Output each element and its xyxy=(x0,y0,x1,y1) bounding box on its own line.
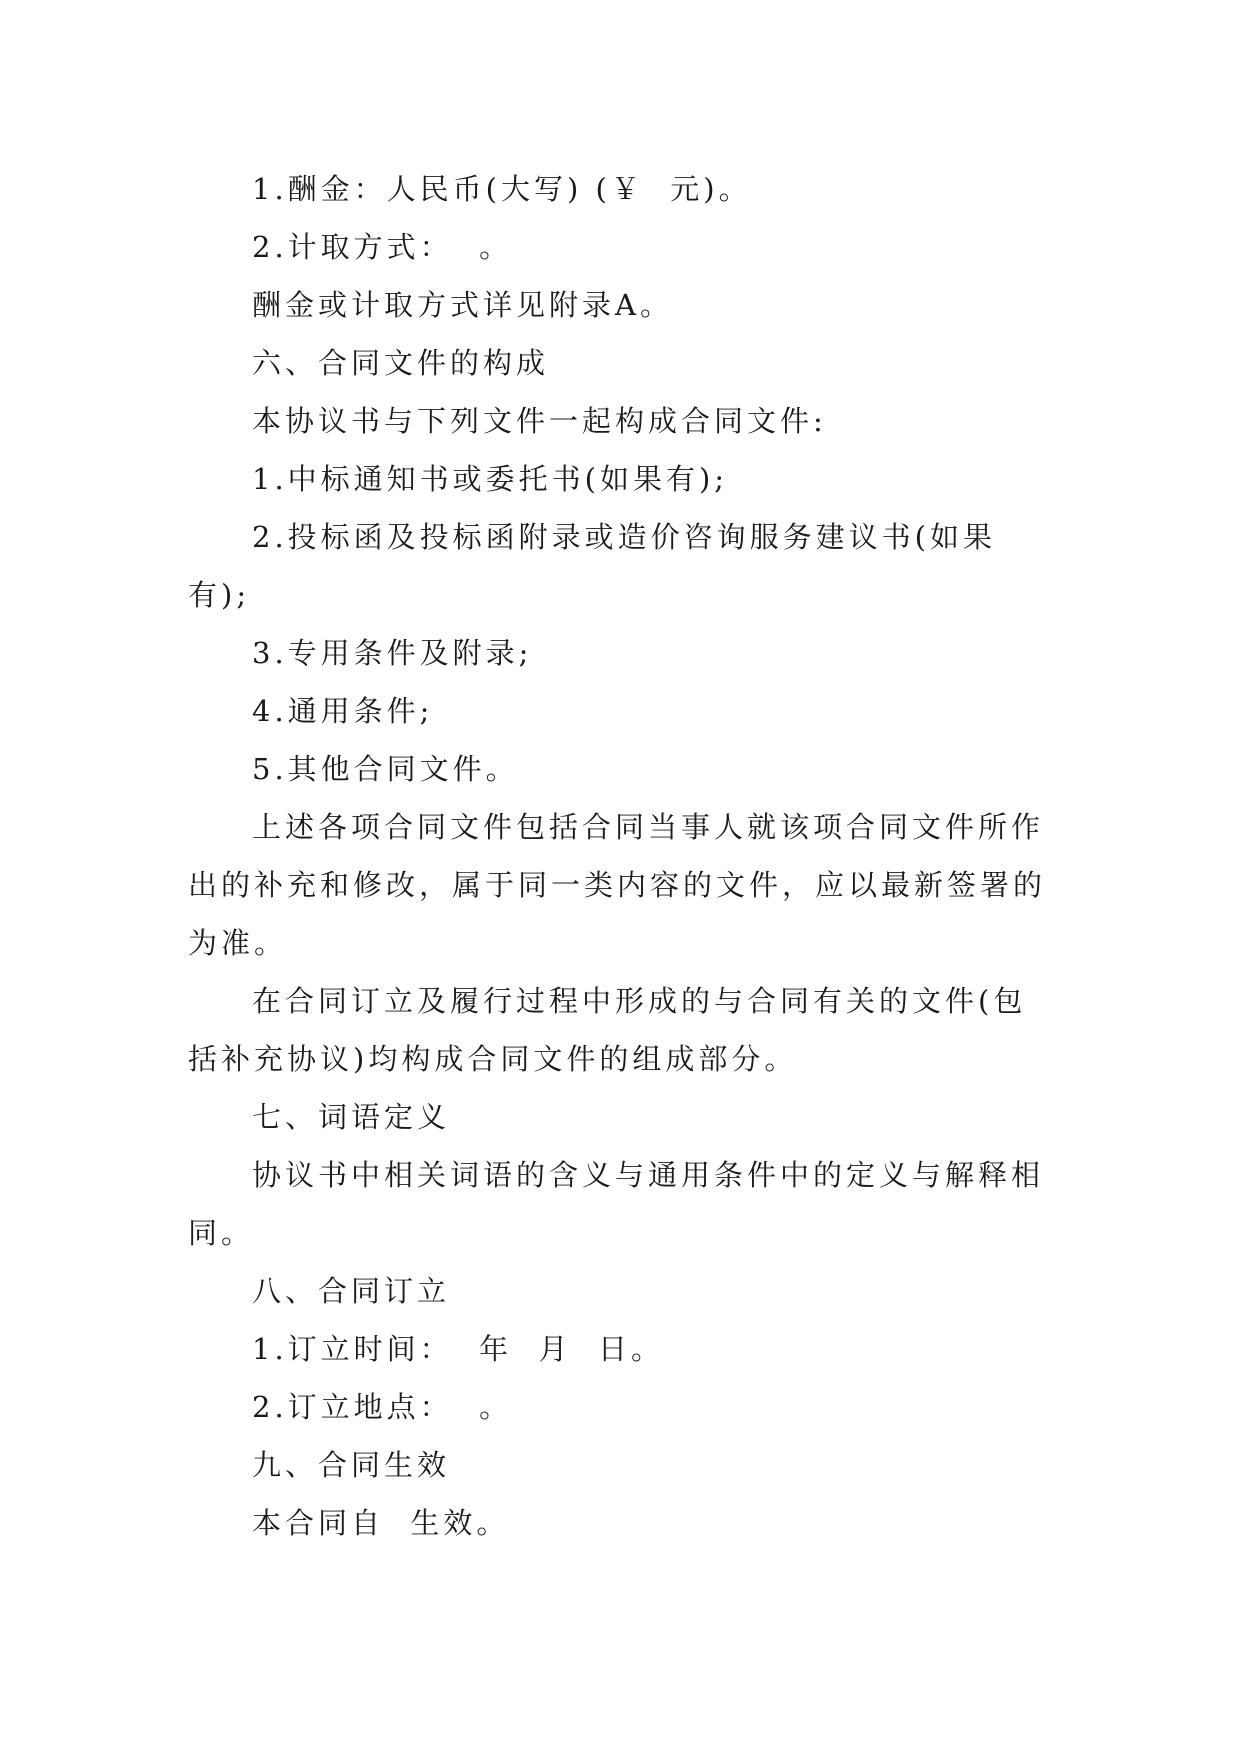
list-item: 3.专用条件及附录; xyxy=(252,636,533,670)
definitions-paragraph: 协议书中相关词语的含义与通用条件中的定义与解释相同。 xyxy=(188,1158,1045,1250)
contract-documents-intro: 本协议书与下列文件一起构成合同文件: xyxy=(252,404,827,438)
related-documents-paragraph: 在合同订立及履行过程中形成的与合同有关的文件(包括补充协议)均构成合同文件的组成部分。 xyxy=(188,984,1027,1076)
signing-time: 1.订立时间： 年 月 日。 xyxy=(252,1332,664,1366)
list-item: 2.投标函及投标函附录或造价咨询服务建议书(如果有); xyxy=(188,520,996,612)
signing-place: 2.订立地点： 。 xyxy=(252,1390,513,1424)
supplement-precedence-paragraph: 上述各项合同文件包括合同当事人就该项合同文件所作出的补充和修改，属于同一类内容的文件，应以最新签署的为准。 xyxy=(188,810,1047,960)
list-item: 1.中标通知书或委托书(如果有); xyxy=(252,462,729,496)
list-item: 4.通用条件; xyxy=(252,694,434,728)
section-heading-definitions: 七、词语定义 xyxy=(252,1100,451,1134)
section-heading-contract-documents: 六、合同文件的构成 xyxy=(252,346,550,380)
calculation-method: 2.计取方式： 。 xyxy=(252,230,513,264)
document-body xyxy=(188,160,1048,1552)
effective-date-paragraph: 本合同自 生效。 xyxy=(252,1506,510,1540)
list-item: 5.其他合同文件。 xyxy=(252,752,519,786)
remuneration-appendix-note: 酬金或计取方式详见附录A。 xyxy=(252,288,673,322)
remuneration-amount: 1.酬金：人民币(大写) (￥ 元)。 xyxy=(252,172,752,206)
section-heading-contract-signing: 八、合同订立 xyxy=(252,1274,451,1308)
section-heading-contract-effect: 九、合同生效 xyxy=(252,1448,451,1482)
